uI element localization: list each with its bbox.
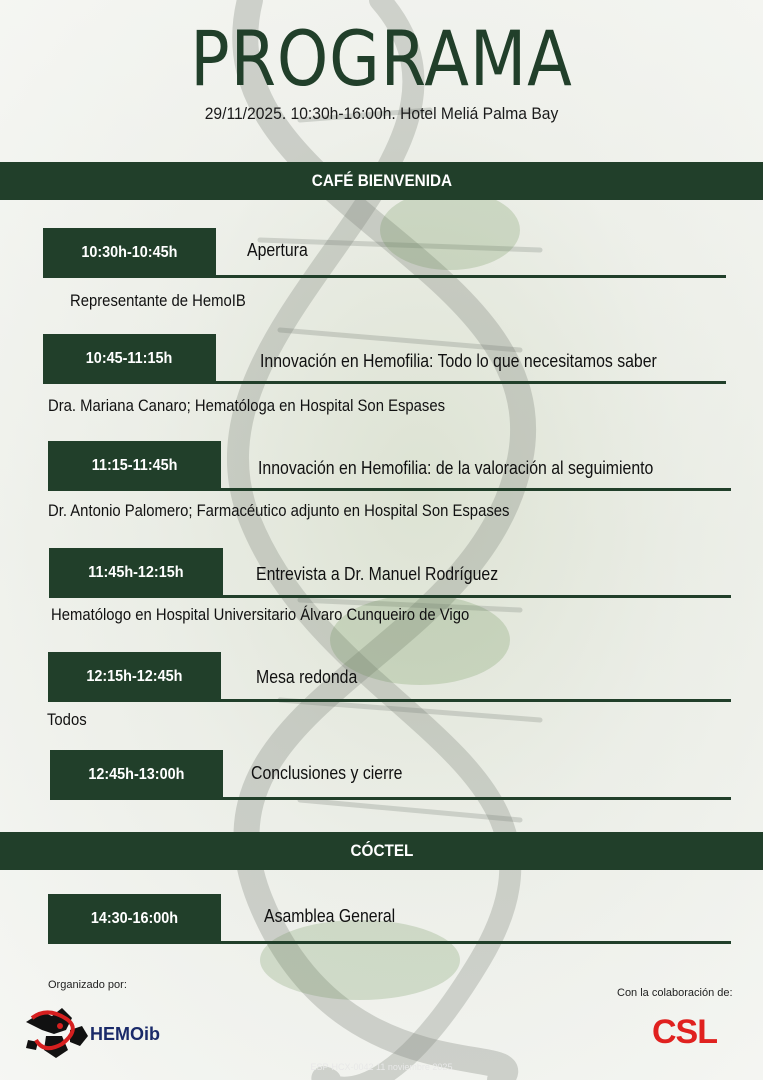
event-speaker-5: Todos bbox=[47, 711, 87, 729]
event-speaker-2: Dra. Mariana Canaro; Hematóloga en Hospital Son Espases bbox=[48, 397, 446, 415]
event-date-venue: 29/11/2025. 10:30h-16:00h. Hotel Meliá Palma Bay bbox=[204, 104, 559, 123]
event-underline-2 bbox=[216, 381, 726, 384]
event-title-6: Conclusiones y cierre bbox=[251, 763, 403, 783]
event-title-3: Innovación en Hemofilia: de la valoración al seguimiento bbox=[258, 458, 654, 478]
event-underline-5 bbox=[221, 699, 731, 702]
event-underline-3 bbox=[221, 488, 731, 491]
map-shapes-icon bbox=[26, 1008, 88, 1058]
event-time-4 bbox=[49, 548, 223, 598]
event-title-5: Mesa redonda bbox=[256, 667, 358, 687]
hemoib-logo-text: HEMOib bbox=[90, 1024, 160, 1044]
time-label: 10:45-11:15h bbox=[86, 350, 173, 367]
event-title-2: Innovación en Hemofilia: Todo lo que necesitamos saber bbox=[260, 351, 657, 371]
event-speaker-3: Dr. Antonio Palomero; Farmacéutico adjunto en Hospital Son Espases bbox=[48, 502, 510, 520]
event-underline-1 bbox=[216, 275, 726, 278]
time-label: 11:15-11:45h bbox=[91, 457, 178, 474]
event-title-4: Entrevista a Dr. Manuel Rodríguez bbox=[256, 564, 499, 584]
page-title: PROGRAMA bbox=[190, 14, 573, 103]
document-code: ESP-HCX-0042 11 noviembre 2025 bbox=[310, 1062, 453, 1072]
event-underline-4 bbox=[223, 595, 731, 598]
event-underline-6 bbox=[223, 797, 731, 800]
section-band-cocktail bbox=[0, 832, 763, 870]
event-time-3 bbox=[48, 441, 221, 491]
section-band-welcome bbox=[0, 162, 763, 200]
section-label: CAFÉ BIENVENIDA bbox=[311, 171, 452, 190]
section-label: CÓCTEL bbox=[350, 841, 413, 860]
event-title-1: Apertura bbox=[247, 240, 308, 260]
csl-logo: CSL bbox=[652, 1013, 717, 1051]
organized-by-label: Organizado por: bbox=[48, 979, 127, 991]
event-time-2 bbox=[43, 334, 216, 384]
event-time-6 bbox=[50, 750, 223, 800]
event-time-7 bbox=[48, 894, 221, 944]
time-label: 11:45h-12:15h bbox=[88, 564, 184, 581]
event-time-5 bbox=[48, 652, 221, 702]
event-time-1 bbox=[43, 228, 216, 278]
event-underline-7 bbox=[221, 941, 731, 944]
time-label: 12:15h-12:45h bbox=[86, 668, 183, 685]
event-title-7: Asamblea General bbox=[264, 906, 396, 926]
collaboration-label: Con la colaboración de: bbox=[617, 987, 733, 999]
event-speaker-1: Representante de HemoIB bbox=[70, 292, 246, 310]
time-label: 12:45h-13:00h bbox=[88, 766, 185, 783]
time-label: 14:30-16:00h bbox=[90, 910, 179, 927]
event-speaker-4: Hematólogo en Hospital Universitario Álvaro Cunqueiro de Vigo bbox=[51, 606, 470, 624]
hemoib-logo bbox=[22, 1000, 170, 1064]
time-label: 10:30h-10:45h bbox=[81, 244, 178, 261]
